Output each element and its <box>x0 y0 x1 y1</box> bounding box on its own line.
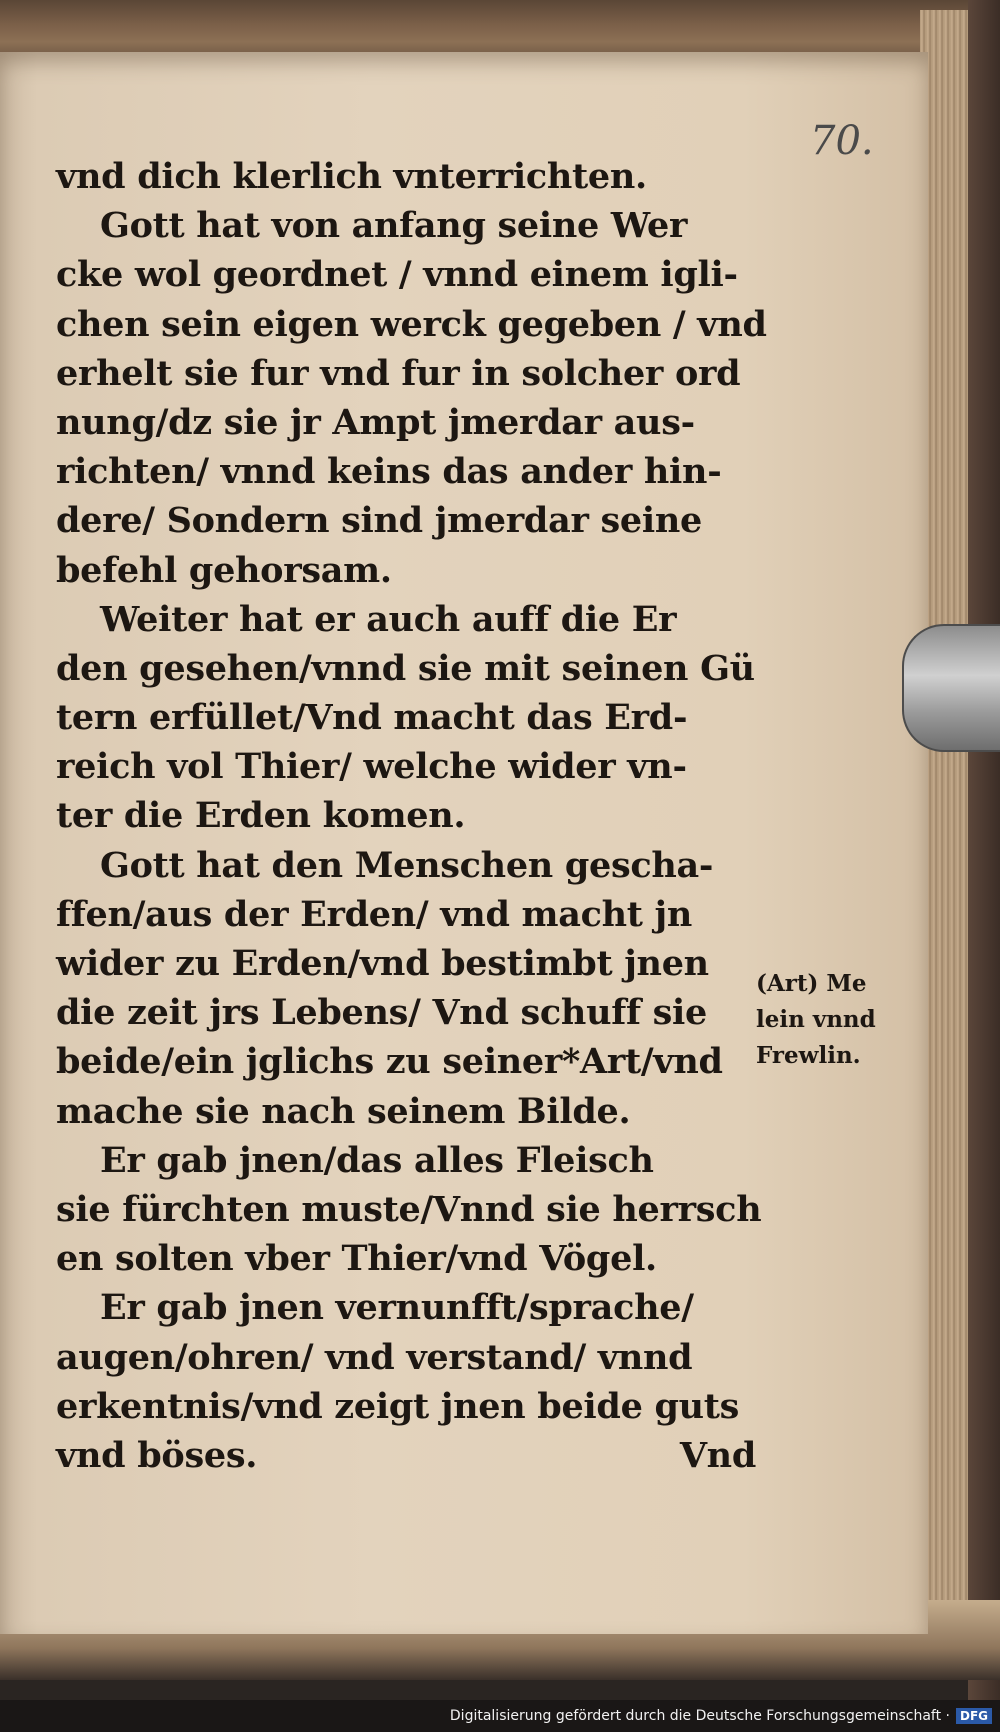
catchword: Vnd <box>679 1434 756 1476</box>
text-line: sie fürchten muste/Vnnd sie herrsch <box>56 1188 762 1230</box>
text-line: ter die Erden komen. <box>56 795 466 837</box>
text-line: erkentnis/vnd zeigt jnen beide guts <box>56 1385 740 1427</box>
text-line: cke wol geordnet / vnnd einem igli- <box>56 254 738 296</box>
footer-credit-bar <box>0 1700 1000 1732</box>
text-line: erhelt sie fur vnd fur in solcher ord <box>56 352 741 394</box>
page-number: 70. <box>810 118 874 164</box>
text-line: Er gab jnen/das alles Fleisch <box>100 1139 654 1181</box>
text-line-last-left: vnd böses. <box>56 1434 258 1476</box>
marginal-note-line: (Art) Me <box>756 970 867 997</box>
text-line-last <box>56 1431 756 1480</box>
marginal-note <box>756 966 906 1074</box>
text-line: richten/ vnnd keins das ander hin- <box>56 451 722 493</box>
text-line: augen/ohren/ vnd verstand/ vnnd <box>56 1336 693 1378</box>
text-line: dere/ Sondern sind jmerdar seine <box>56 500 702 542</box>
dfg-logo: DFG <box>956 1708 992 1724</box>
main-text-block <box>56 152 767 1480</box>
text-line: vnd dich klerlich vnterrichten. <box>56 156 647 197</box>
text-line: en solten vber Thier/vnd Vögel. <box>56 1238 657 1280</box>
book-top-edge <box>0 0 1000 60</box>
text-line: mache sie nach seinem Bilde. <box>56 1090 631 1132</box>
text-line: den gesehen/vnnd sie mit seinen Gü <box>56 647 755 689</box>
book-cover-edge <box>968 0 1000 1732</box>
text-line: chen sein eigen werck gegeben / vnd <box>56 303 767 345</box>
text-line: befehl gehorsam. <box>56 549 392 591</box>
text-line: Gott hat den Menschen gescha- <box>100 844 714 886</box>
text-line: ffen/aus der Erden/ vnd macht jn <box>56 893 693 935</box>
marginal-note-line: Frewlin. <box>756 1042 861 1069</box>
text-line: wider zu Erden/vnd bestimbt jnen <box>56 943 709 984</box>
text-line: Er gab jnen vernunfft/sprache/ <box>100 1287 694 1329</box>
text-line: beide/ein jglichs zu seiner*Art/vnd <box>56 1041 723 1083</box>
text-line: Gott hat von anfang seine Wer <box>100 205 688 247</box>
text-line: reich vol Thier/ welche wider vn- <box>56 746 687 788</box>
text-line: Weiter hat er auch auff die Er <box>100 598 677 640</box>
marginal-note-line: lein vnnd <box>756 1006 876 1033</box>
text-line: nung/dz sie jr Ampt jmerdar aus- <box>56 401 695 443</box>
metal-clip <box>902 624 1000 752</box>
text-line: tern erfüllet/Vnd macht das Erd- <box>56 697 688 739</box>
text-line: die zeit jrs Lebens/ Vnd schuff sie <box>56 992 707 1034</box>
footer-credit-text: Digitalisierung gefördert durch die Deutsche Forschungsgemeinschaft · <box>449 1708 950 1724</box>
